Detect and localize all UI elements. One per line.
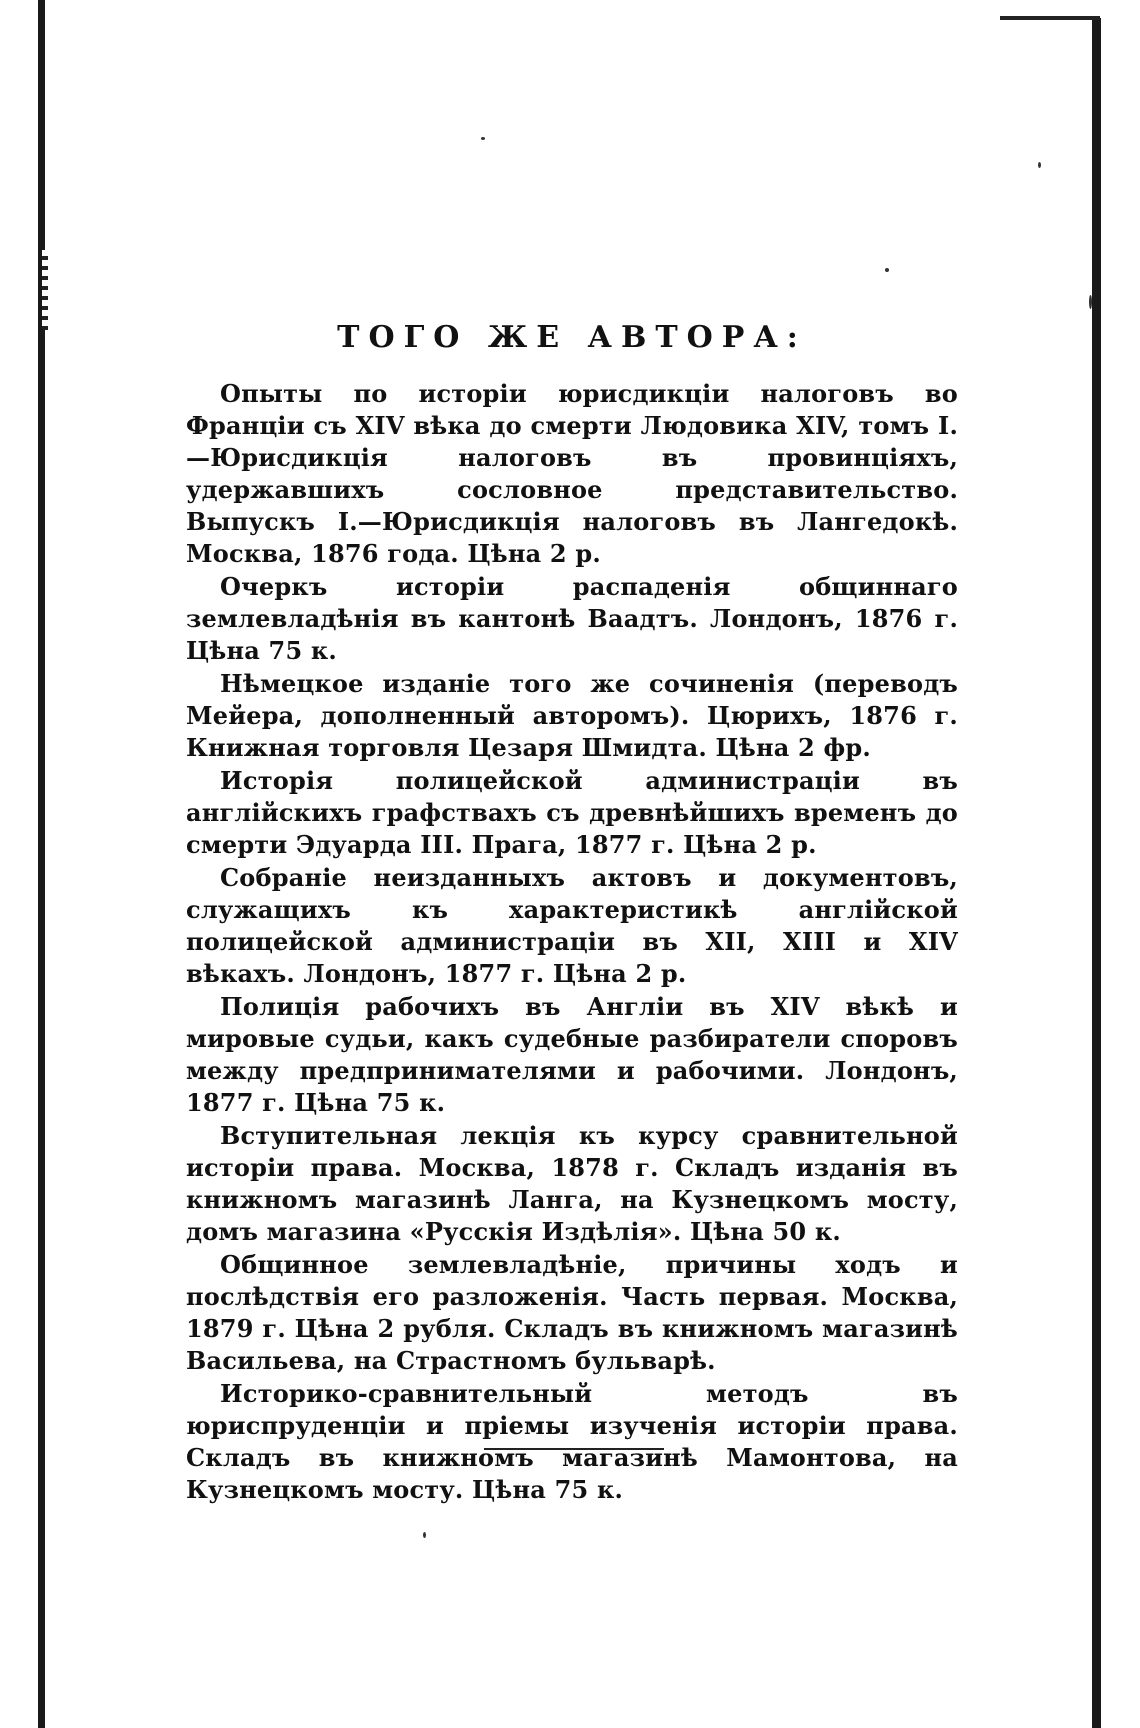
scan-edge-right <box>1092 18 1101 1728</box>
bibliography-entry: Историко-сравнительный методъ въ юриспруденціи и пріемы изученія исторіи права. Складъ въ книжномъ магазинѣ Мамонтова, на Кузнецкомъ мосту. Цѣна 75 к. <box>186 1379 958 1504</box>
bibliography-entry: Нѣмецкое изданіе того же сочиненія (переводъ Мейера, дополненный авторомъ). Цюрихъ, 1876 г. Книжная торговля Цезаря Шмидта. Цѣна 2 фр. <box>186 669 958 762</box>
document-page <box>186 318 958 1507</box>
scan-edge-top <box>1000 16 1100 20</box>
page-heading: ТОГО ЖЕ АВТОРА: <box>337 320 807 355</box>
scan-edge-left-mark <box>42 250 48 330</box>
bibliography-entry: Полиція рабочихъ въ Англіи въ XIV вѣкѣ и мировые судьи, какъ судебные разбиратели споровъ между предпринимателями и рабочими. Лондонъ, 1877 г. Цѣна 75 к. <box>186 992 958 1117</box>
closing-rule <box>484 1448 664 1450</box>
bibliography-entry: Исторія полицейской администраціи въ англійскихъ графствахъ съ древнѣйшихъ временъ до смерти Эдуарда III. Прага, 1877 г. Цѣна 2 р. <box>186 766 958 859</box>
scan-speck <box>1038 162 1041 168</box>
bibliography-entry: Вступительная лекція къ курсу сравнительной исторіи права. Москва, 1878 г. Складъ изданія въ книжномъ магазинѣ Ланга, на Кузнецкомъ мосту, домъ магазина «Русскія Издѣлія». Цѣна 50 к. <box>186 1121 958 1246</box>
scan-speck <box>1089 295 1092 309</box>
bibliography-entry: Очеркъ исторіи распаденія общиннаго землевладѣнія въ кантонѣ Ваадтъ. Лондонъ, 1876 г. Цѣна 75 к. <box>186 572 958 665</box>
bibliography-entry: Опыты по исторіи юрисдикціи налоговъ во Франціи съ XIV вѣка до смерти Людовика XIV, томъ I.—Юрисдикція налоговъ въ провинціяхъ, удержавшихъ сословное представительство. Выпускъ I.—Юрисдикція налоговъ въ Лангедокѣ. Москва, 1876 года. Цѣна 2 р. <box>186 379 958 568</box>
scan-speck <box>885 268 889 272</box>
scan-speck <box>423 1532 426 1538</box>
scan-speck <box>481 137 485 140</box>
bibliography-entry: Общинное землевладѣніе, причины ходъ и послѣдствія его разложенія. Часть первая. Москва, 1879 г. Цѣна 2 рубля. Складъ въ книжномъ магазинѣ Васильева, на Страстномъ бульварѣ. <box>186 1250 958 1375</box>
bibliography-entry: Собраніе неизданныхъ актовъ и документовъ, служащихъ къ характеристикѣ англійской полицейской администраціи въ XII, XIII и XIV вѣкахъ. Лондонъ, 1877 г. Цѣна 2 р. <box>186 863 958 988</box>
